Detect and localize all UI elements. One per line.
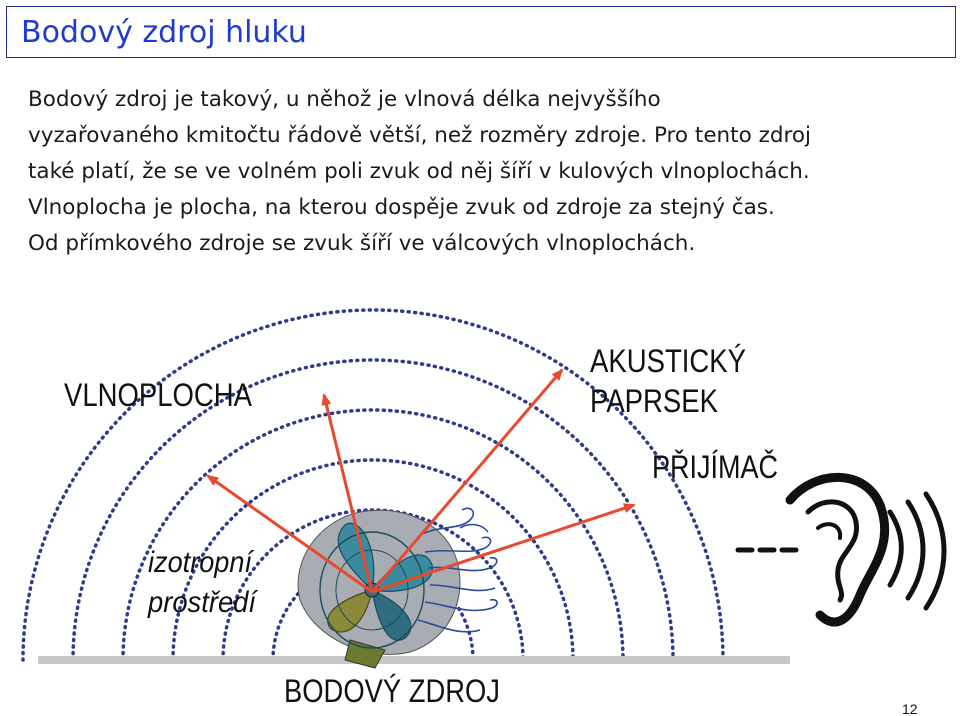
label-medium-line1: izotropní — [148, 546, 255, 579]
body-line: také platí, že se ve volném poli zvuk od něj šíří v kulových vlnoplochách. — [28, 159, 810, 184]
body-line: Bodový zdroj je takový, u něhož je vlnová délka nejvyššího — [28, 87, 661, 112]
page-number: 12 — [902, 701, 918, 716]
label-source: BODOVÝ ZDROJ — [284, 673, 500, 709]
label-wavefront: VLNOPLOCHA — [64, 377, 253, 413]
label-medium-line2: prostředí — [147, 586, 259, 619]
ground-line — [38, 656, 790, 664]
fan-source-icon — [298, 508, 497, 668]
body-line: vyzařovaného kmitočtu řádově větší, než rozměry zdroje. Pro tento zdroj — [28, 123, 812, 148]
ear-receiver-icon — [738, 477, 944, 622]
label-acoustic-ray-line2: PAPRSEK — [590, 383, 718, 419]
body-line: Vlnoplocha je plocha, na kterou dospěje zvuk od zdroje za stejný čas. — [28, 195, 775, 220]
label-acoustic-ray-line1: AKUSTICKÝ — [590, 343, 746, 379]
body-line: Od přímkového zdroje se zvuk šíří ve válcových vlnoplochách. — [28, 231, 696, 256]
slide-title: Bodový zdroj hluku — [21, 15, 307, 50]
label-receiver: PŘIJÍMAČ — [652, 449, 778, 485]
ray-arrow-right — [372, 370, 562, 592]
